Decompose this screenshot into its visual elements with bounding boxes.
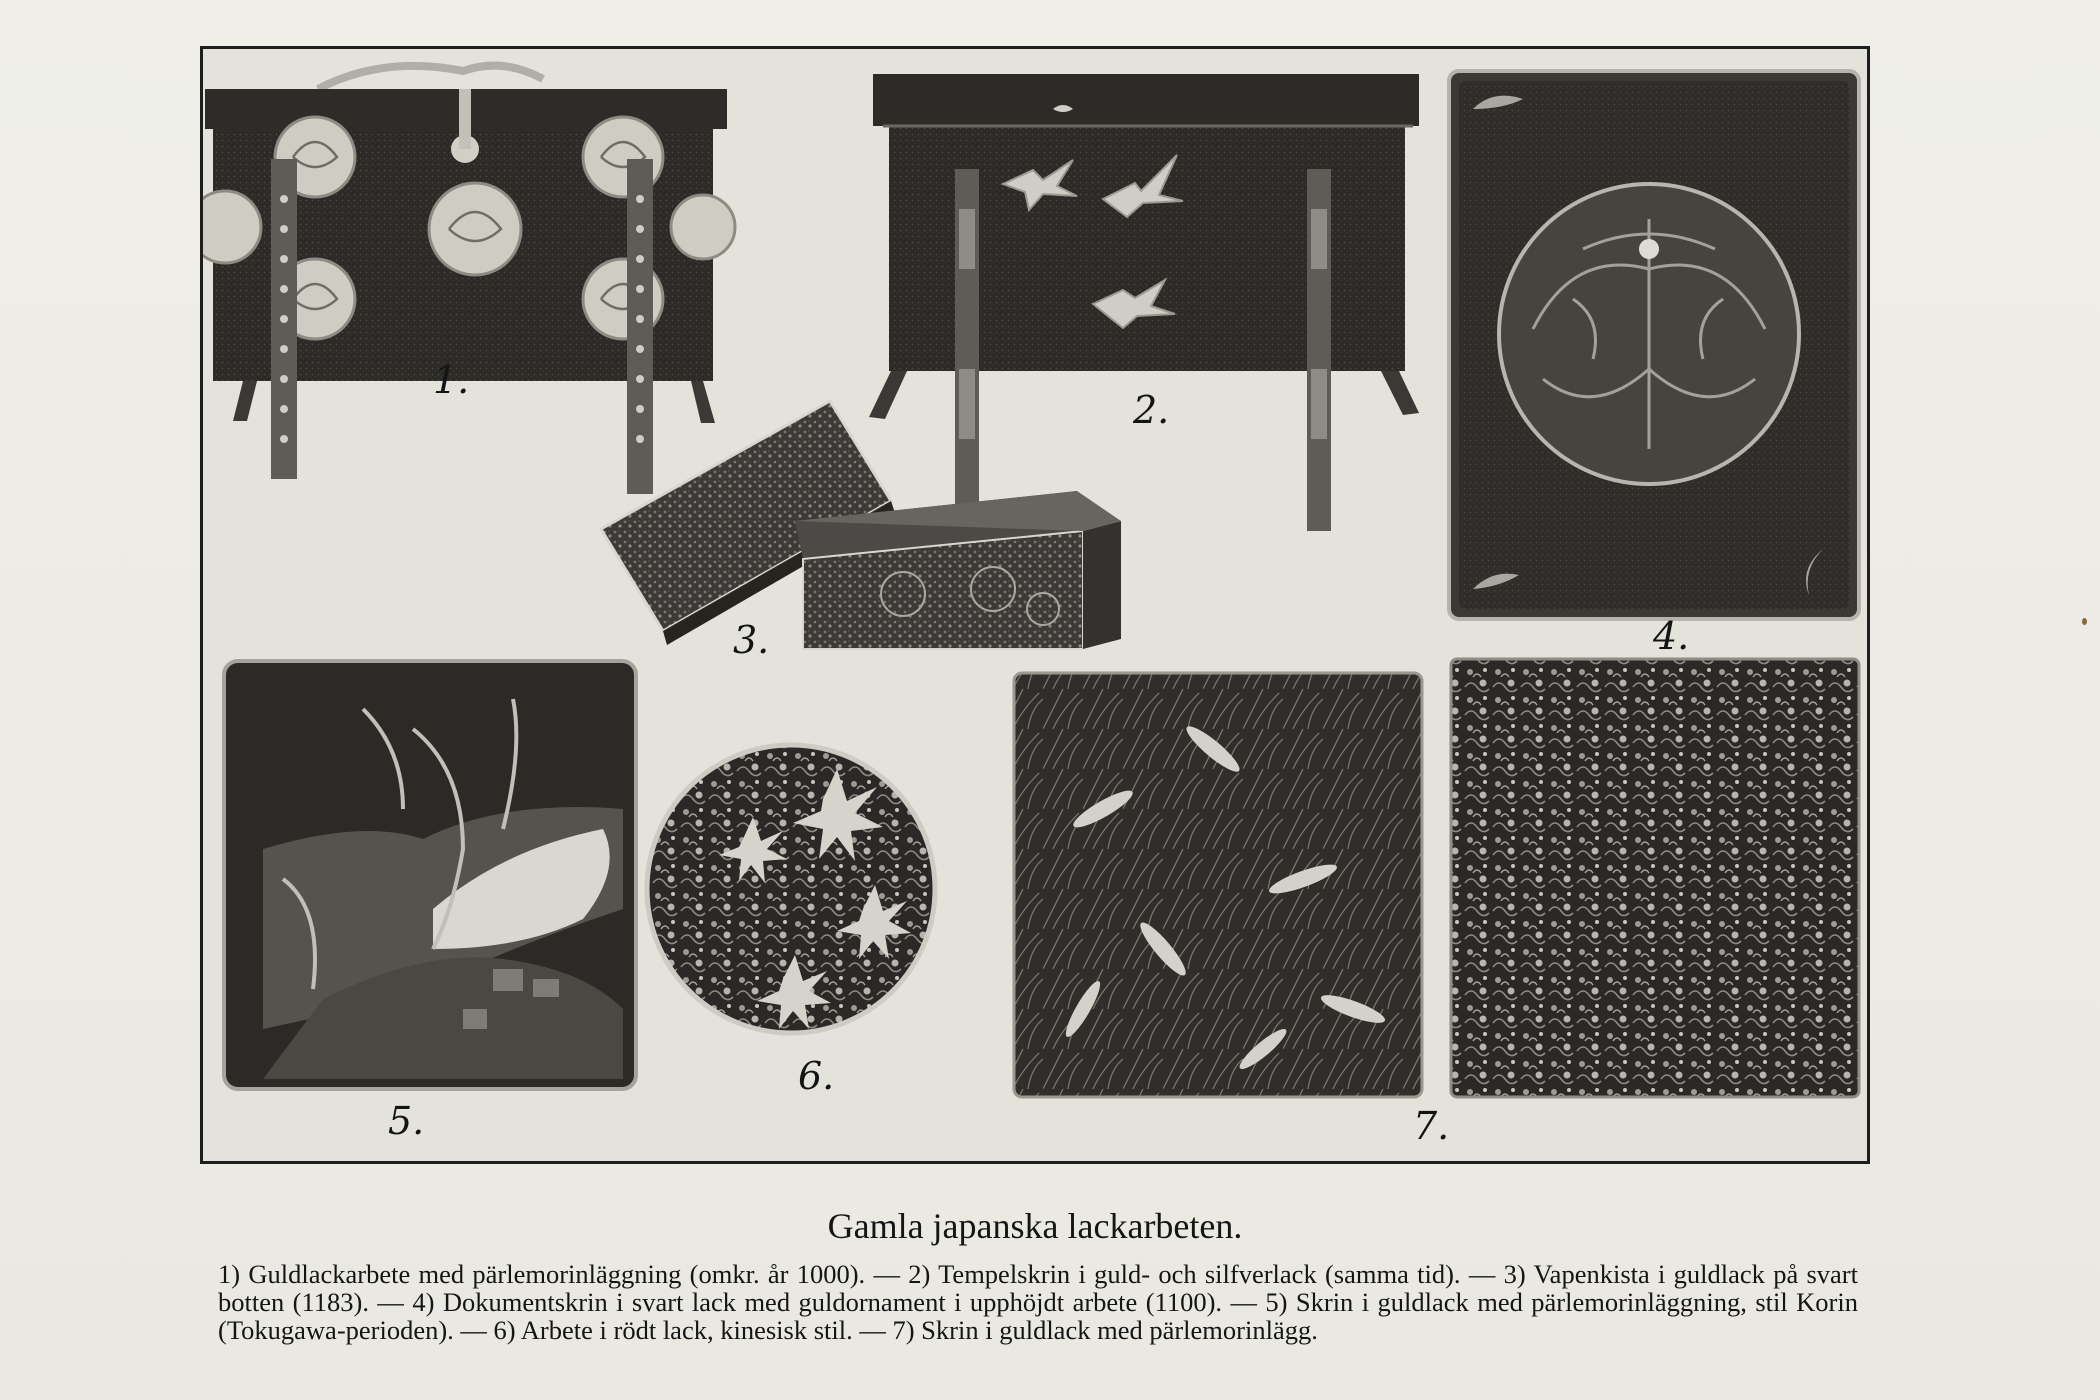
figure-label-4: 4. [1653,614,1690,658]
figure-7-floral-box [1451,659,1859,1097]
figure-1-lacquer-chest [203,66,735,494]
figure-label-6: 6. [798,1054,835,1098]
caption-title: Gamla japanska lackarbeten. [827,1206,1243,1246]
caption-body: 1) Guldlackarbete med pärlemorinläggning (omkr. år 1000). — 2) Tempelskrin i guld- och silfverlack (samma tid). — 3) Vapenkista i guldlack på svart botten (1183). — 4) Dokumentskrin i svart lack med guldornament i upphöjdt arbete (1100). — 5) Skrin i guldlack med pärlemorinläggning, stil Korin (Tokugawa-perioden). — 6) Arbete i rödt lack, kinesisk stil. — 7) Skrin i guldlack med pärlemorinlägg. [218,1259,1858,1345]
figure-2-temple-casket [869,74,1419,531]
figure-6-round-lacquer [647,745,935,1033]
figure-label-5: 5. [388,1099,425,1143]
figure-label-3: 3. [733,618,770,662]
figure-3-armour-chest [601,401,1121,649]
figure-label-2: 2. [1133,388,1170,432]
photo-plate [200,46,1870,1164]
paper-speck [2082,618,2087,625]
figure-4-document-box [1449,71,1859,619]
figure-5-korin-box [224,661,636,1089]
plate-illustration [203,49,1867,1161]
figure-label-7: 7. [1413,1104,1450,1148]
figure-7-grass-box [1014,673,1422,1097]
figure-label-1: 1. [433,358,470,402]
